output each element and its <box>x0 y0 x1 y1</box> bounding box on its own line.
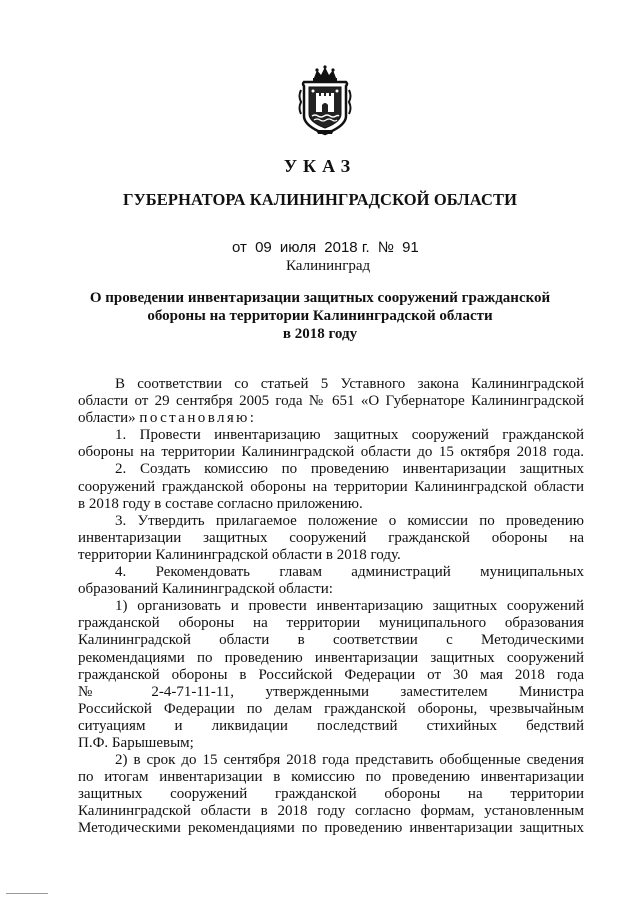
body-line: сооружений гражданской обороны на территории Калининградской области <box>78 478 584 495</box>
body-line: В соответствии со статьей 5 Уставного закона Калининградской <box>115 376 584 392</box>
body-line: 2) в срок до 15 сентября 2018 года представить обобщенные сведения <box>115 752 584 769</box>
body-line: № 2-4-71-11-11, утвержденными заместителем Министра <box>78 683 584 700</box>
decree-number: 91 <box>402 239 419 256</box>
date-prefix: от <box>232 239 247 256</box>
body-line: ситуациям и ликвидации последствий стихийных бедствий <box>78 717 584 734</box>
subject-line: обороны на территории Калининградской области <box>147 308 493 324</box>
city-name: Калининград <box>286 258 371 274</box>
body-line: образований Калининградской области: <box>78 581 333 598</box>
body-line: Российской Федерации по делам гражданской обороны, чрезвычайным <box>78 700 584 717</box>
body-line: Калининградской области в соответствии с Методическими <box>78 632 584 649</box>
number-sign: № <box>377 239 394 256</box>
body-line: 2. Создать комиссию по проведению инвентаризации защитных <box>115 461 584 478</box>
decree-body <box>78 376 584 838</box>
body-line: по итогам инвентаризации в комиссию по проведению инвентаризации <box>78 769 584 786</box>
body-line <box>78 410 584 427</box>
body-line: области от 29 сентября 2005 года № 651 «О Губернаторе Калининградской <box>78 393 584 410</box>
date-month: июля <box>279 239 317 256</box>
body-line: гражданской обороны на территории муниципального образования <box>78 615 584 632</box>
coat-of-arms-icon <box>298 64 352 136</box>
body-line: рекомендациями по проведению инвентаризации защитных сооружений <box>78 649 584 666</box>
body-line: территории Калининградской области в 2018 году. <box>78 546 401 563</box>
body-line: Методическими рекомендациями по проведению инвентаризации защитных <box>78 820 584 837</box>
date-number-line <box>232 239 423 257</box>
footer-rule <box>6 893 48 894</box>
decree-subject <box>60 289 580 343</box>
date-year: 2018 г. <box>324 239 370 256</box>
subject-line: в 2018 году <box>282 326 358 342</box>
body-line: в 2018 году в составе согласно приложению. <box>78 495 363 512</box>
body-line: защитных сооружений гражданской обороны на территории <box>78 786 584 803</box>
body-line: Калининградской области в 2018 году согласно формам, установленным <box>78 803 584 820</box>
body-line: 4. Рекомендовать главам администраций муниципальных <box>115 564 584 581</box>
body-line: гражданской обороны в Российской Федерации от 30 мая 2018 года <box>78 666 584 683</box>
issuer-heading: ГУБЕРНАТОРА КАЛИНИНГРАДСКОЙ ОБЛАСТИ <box>122 190 517 209</box>
body-line: П.Ф. Барышевым; <box>78 734 194 751</box>
body-line: обороны на территории Калининградской области до 15 октября 2018 года. <box>78 444 584 461</box>
resolve-word: постановляю: <box>139 410 257 427</box>
document-type-heading: УКАЗ <box>283 156 357 176</box>
date-day: 09 <box>255 239 272 256</box>
subject-line: О проведении инвентаризации защитных сооружений гражданской <box>89 290 551 306</box>
body-line: 1. Провести инвентаризацию защитных сооружений гражданской <box>115 427 584 444</box>
body-line: 3. Утвердить прилагаемое положение о комиссии по проведению <box>115 512 584 529</box>
body-text: области» <box>78 410 136 427</box>
body-line: инвентаризации защитных сооружений гражданской обороны на <box>78 529 584 546</box>
body-line: 1) организовать и провести инвентаризацию защитных сооружений <box>115 598 584 615</box>
